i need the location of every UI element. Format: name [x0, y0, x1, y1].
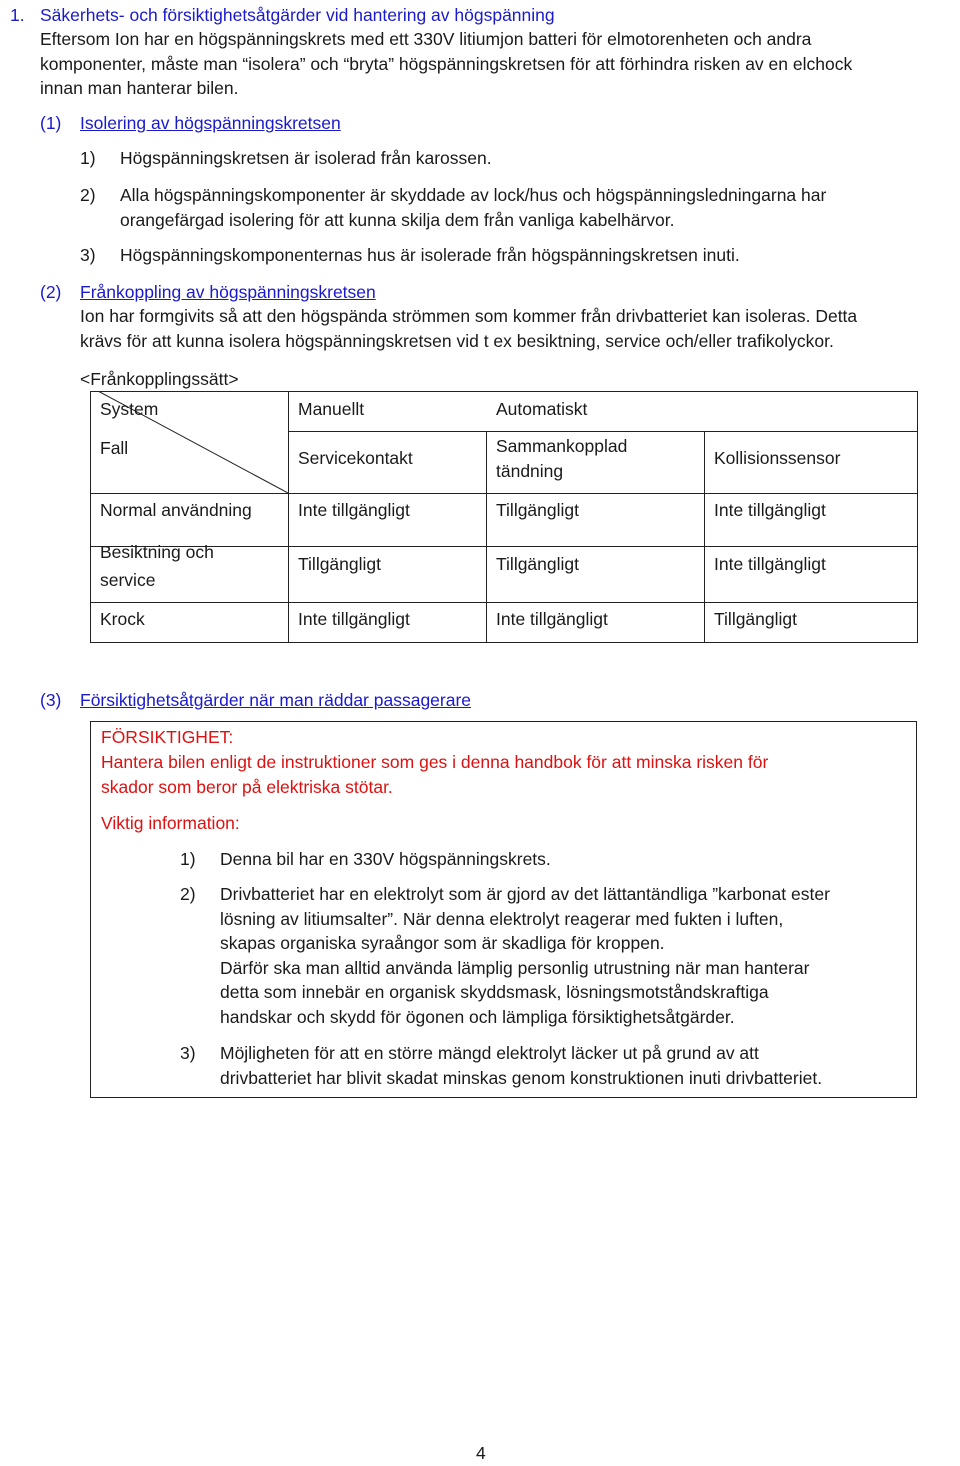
item-number: 3) [80, 245, 96, 265]
item-text: Högspänningskretsen är isolerad från karossen. [120, 148, 492, 168]
item-text: Denna bil har en 330V högspänningskrets. [220, 849, 551, 869]
table-rule [288, 391, 289, 643]
table-cell: Inte tillgängligt [298, 609, 410, 629]
item-text: Därför ska man alltid använda lämplig personlig utrustning när man hanterar [220, 957, 810, 978]
item-number: 3) [180, 1043, 196, 1063]
subsection-number: (1) [40, 113, 62, 133]
table-cell: Tillgängligt [298, 554, 382, 574]
item-text: Alla högspänningskomponenter är skyddade av lock/hus och högspänningsledningarna har [120, 185, 827, 205]
caution-line: skador som beror på elektriska stötar. [101, 776, 393, 797]
row-label-line: service [100, 570, 156, 590]
row-label: Normal användning [100, 500, 252, 520]
item-text: Möjligheten för att en större mängd elektrolyt läcker ut på grund av att [220, 1043, 759, 1063]
table-border [90, 642, 918, 643]
row-label [100, 538, 214, 594]
intro-line: Eftersom Ion har en högspänningskrets med ett 330V litiumjon batteri för elmotorenheten och andra [40, 29, 812, 49]
table-rule [90, 602, 918, 603]
table-cell: Tillgängligt [714, 609, 798, 629]
paragraph-line: Ion har formgivits så att den högspända strömmen som kommer från drivbatteriet kan isoleras. Detta [80, 306, 858, 326]
intro-line: komponenter, måste man “isolera” och “bryta” högspänningskretsen för att förhindra risken av en elchock [40, 53, 853, 74]
item-text: skapas organiska syraångor som är skadliga för kroppen. [220, 933, 665, 953]
item-text: orangefärgad isolering för att kunna skilja dem från vanliga kabelhärvor. [120, 209, 675, 230]
caution-line: Hantera bilen enligt de instruktioner som ges i denna handbok för att minska risken för [101, 752, 769, 772]
item-text: handskar och skydd för ögonen och lämpliga försiktighetsåtgärder. [220, 1006, 735, 1027]
subsection-heading: Frånkoppling av högspänningskretsen [80, 282, 376, 302]
table-rule [90, 546, 918, 547]
table-rule [704, 431, 705, 643]
sub-header-service: Servicekontakt [298, 448, 413, 468]
table-cell: Inte tillgängligt [298, 500, 410, 520]
sub-header-ignition [496, 434, 627, 483]
paragraph-line: krävs för att kunna isolera högspänningskretsen vid t ex besiktning, service och/eller trafikolyckor. [80, 330, 834, 351]
item-number: 1) [80, 148, 96, 168]
table-cell: Inte tillgängligt [714, 554, 826, 574]
subsection-number: (3) [40, 690, 62, 710]
subsection-heading: Isolering av högspänningskretsen [80, 113, 341, 133]
item-text: Högspänningskomponenternas hus är isolerade från högspänningskretsen inuti. [120, 245, 740, 265]
table-rule [486, 431, 487, 643]
table-rule [90, 493, 918, 494]
section-title: Säkerhets- och försiktighetsåtgärder vid hantering av högspänning [40, 5, 555, 25]
item-text: lösning av litiumsalter”. När denna elektrolyt reagerar med fukten i luften, [220, 908, 784, 929]
intro-paragraph [40, 27, 852, 101]
important-title: Viktig information: [101, 813, 240, 833]
table-cell: Inte tillgängligt [496, 609, 608, 629]
sub-header-line: tändning [496, 460, 564, 481]
row-label-line: Besiktning och [100, 542, 214, 562]
item-number: 2) [80, 185, 96, 205]
header-automatic: Automatiskt [496, 399, 588, 419]
item-text: drivbatteriet har blivit skadat minskas genom konstruktionen inuti drivbatteriet. [220, 1067, 823, 1088]
sub-header-line: Sammankopplad [496, 436, 628, 456]
corner-fall: Fall [100, 438, 129, 458]
item-number: 2) [180, 884, 196, 904]
item-text: detta som innebär en organisk skyddsmask, lösningsmotståndskraftiga [220, 982, 769, 1002]
table-rule [288, 431, 918, 432]
page-number: 4 [476, 1443, 486, 1463]
table-cell: Inte tillgängligt [714, 500, 826, 520]
caution-box [90, 721, 917, 1098]
intro-line: innan man hanterar bilen. [40, 78, 239, 98]
subsection-heading: Försiktighetsåtgärder när man räddar passagerare [80, 690, 472, 710]
item-text: Drivbatteriet har en elektrolyt som är gjord av det lättantändliga ”karbonat ester [220, 884, 830, 904]
table-cell: Tillgängligt [496, 500, 580, 520]
header-manual: Manuellt [298, 399, 365, 419]
disconnect-paragraph [80, 304, 857, 353]
subsection-number: (2) [40, 282, 62, 302]
caution-text [101, 750, 768, 799]
item-number: 1) [180, 849, 196, 869]
table-caption: <Frånkopplingssätt> [80, 369, 239, 389]
table-border [917, 391, 918, 643]
row-label: Krock [100, 609, 145, 629]
disconnect-table [90, 391, 918, 643]
corner-system: System [100, 399, 159, 419]
table-cell: Tillgängligt [496, 554, 580, 574]
sub-header-collision: Kollisionssensor [714, 448, 841, 468]
caution-title: FÖRSIKTIGHET: [101, 727, 234, 747]
section-number: 1. [10, 5, 25, 25]
